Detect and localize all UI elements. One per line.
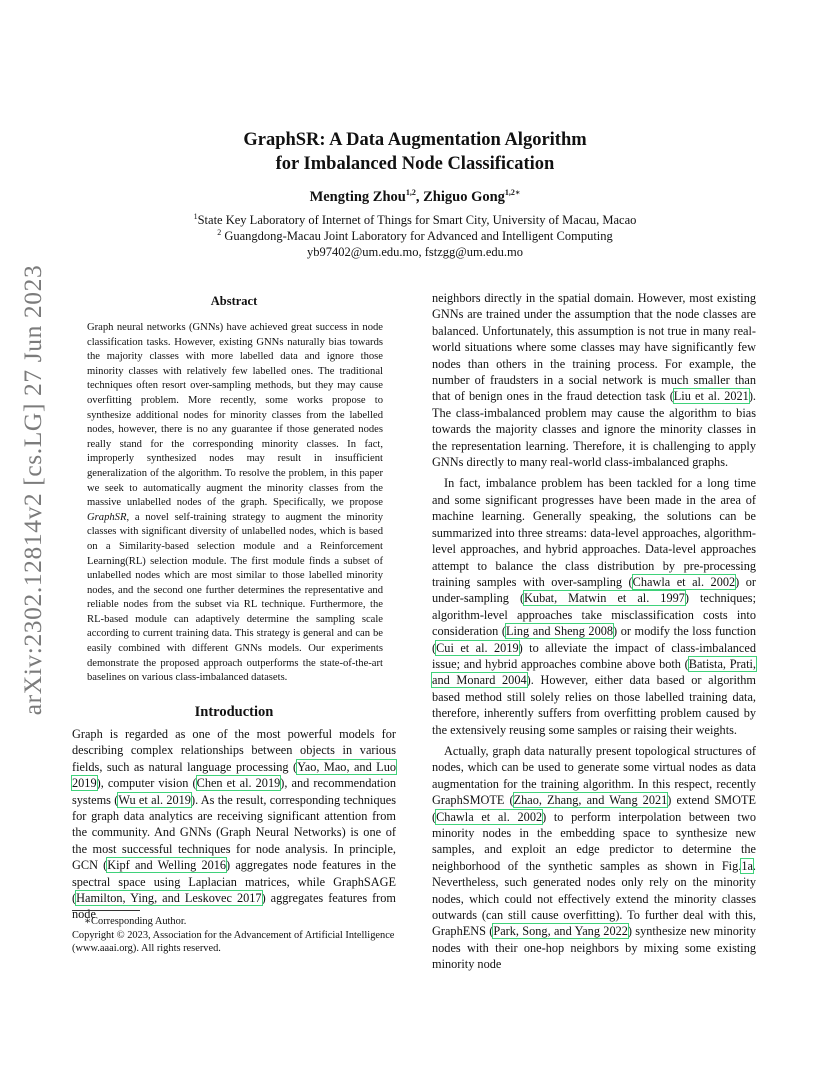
paragraph <box>432 290 756 470</box>
figure-reference-link[interactable]: 1a <box>741 858 753 873</box>
abstract-body <box>87 321 383 686</box>
citation-link[interactable]: Ling and Sheng 2008 <box>505 624 614 639</box>
introduction-body <box>72 726 396 923</box>
body-text: ) to perform interpolation between two minority nodes in the embedding space to synthesize new samples, and exploit an edge predictor to determine the neighborhood of the synthetic samples as shown in Fig. <box>432 809 757 873</box>
author-2: Zhiguo Gong <box>423 189 505 205</box>
citation-link[interactable]: Chawla et al. 2002 <box>436 809 543 824</box>
citation-link[interactable]: Chawla et al. 2002 <box>632 574 736 589</box>
introduction-heading: Introduction <box>194 704 274 720</box>
body-text: ) synthesize new minority nodes with their one-hop neighbors by mixing some existing minority node <box>432 924 756 972</box>
intro-text: ), computer vision ( <box>96 776 197 791</box>
intro-text: ), and recommendation systems ( <box>72 776 396 807</box>
arxiv-id-text: arXiv:2302.12814v2 [cs.LG] 27 Jun 2023 <box>18 264 47 716</box>
affiliations <box>110 212 720 260</box>
body-text: ). However, either data based or algorithm based method still solely relies on those labelled training data, therefore, inherently suffers from overfitting problem caused by the extensively reusing some samples or raising their weights. <box>432 673 756 737</box>
affiliation-2-text: Guangdong-Macau Joint Laboratory for Advanced and Intelligent Computing <box>221 229 613 243</box>
citation-link[interactable]: Kubat, Matwin et al. 1997 <box>524 591 685 606</box>
citation-link[interactable]: Cui et al. 2019 <box>436 640 519 655</box>
abstract-text-1: Graph neural networks (GNNs) have achieved great success in node classification tasks. However, existing GNNs naturally bias towards the majority classes with more labelled data and ignore those minority classes with relatively few labelled ones. The traditional techniques often resort over-sampling methods, but they may cause overfitting problem. More recently, some works propose to synthesize additional nodes for minority classes from the labelled nodes, however, there is no any guarantee if those generated nodes really stand for the corresponding minority classes. In fact, improperly synthesized nodes may result in insufficient generalization of the algorithm. To resolve the problem, in this paper we seek to automatically augment the minority classes from the massive unlabelled nodes of the graph. Specifically, we propose <box>87 322 383 509</box>
body-text: Actually, graph data naturally present topological structures of nodes, which can be used to generate some virtual nodes as data augmentation for the training algorithm. In this respect, recently GraphSMOTE ( <box>432 743 756 808</box>
body-text: ) extend SMOTE ( <box>432 793 757 824</box>
body-text: . Nevertheless, such generated nodes only rely on the minority nodes, which could not effectively extend the minority classes outwards (can still cause overfitting). To further deal with this, GraphENS ( <box>432 858 756 939</box>
abstract-text-2: , a novel self-training strategy to augment the minority classes with significant diversity of unlabelled nodes, which is based on a Similarity-based selection module and a Reinforcement Learning(RL) selection module. The first module finds a subset of unlabelled nodes which are most similar to those labelled minority nodes, and the second one further determines the representative and reliable nodes from the subset via RL technique. Furthermore, the RL-based module can adaptively determine the sampling scale according to current training data. This strategy is general and can be easily combined with different GNNs models. Our experiments demonstrate the proposed approach outperforms the state-of-the-art baselines on various class-imbalanced datasets. <box>87 511 383 684</box>
citation-link[interactable]: Park, Song, and Yang 2022 <box>493 924 628 939</box>
affiliation-2 <box>110 228 720 244</box>
intro-text: ) aggregates features from node <box>72 891 396 922</box>
affiliation-1-text: State Key Laboratory of Internet of Things for Smart City, University of Macau, Macao <box>197 213 637 227</box>
intro-text: Graph is regarded as one of the most powerful models for describing complex relationships between objects in various fields, such as natural language processing ( <box>72 727 396 774</box>
citation-link[interactable]: Kipf and Welling 2016 <box>107 858 227 873</box>
footnote-rule <box>72 910 140 911</box>
body-text: ) or modify the loss function ( <box>432 624 756 655</box>
citation-link[interactable]: Batista, Prati, and Monard 2004 <box>432 656 756 688</box>
intro-text: ). As the result, corresponding techniques for graph data analytics are receiving significant attention from the community. And GNNs (Graph Neural Networks) is one of the most successful techniques for node analysis. In principle, GCN ( <box>72 792 397 873</box>
author-emails: yb97402@um.edu.mo, fstzgg@um.edu.mo <box>306 245 524 259</box>
title-line-1: GraphSR: A Data Augmentation Algorithm <box>243 130 587 150</box>
citation-link[interactable]: Zhao, Zhang, and Wang 2021 <box>513 793 668 808</box>
body-text: ) techniques; algorithm-level approaches take misclassification costs into consideration ( <box>432 591 756 639</box>
citation-link[interactable]: Chen et al. 2019 <box>196 776 281 791</box>
body-text: neighbors directly in the spatial domain. However, most existing GNNs are trained under the assumption that the node classes are balanced. Unfortunately, this assumption is not true in many real-world situations where some classes may have significantly few nodes than others in the training process. For example, the number of fraudsters in a social network is much smaller than that of benign ones in the fraud detection task ( <box>432 291 756 404</box>
author-1: Mengting Zhou <box>309 189 406 205</box>
author-list <box>150 189 680 206</box>
paragraph <box>432 475 756 738</box>
copyright-notice: Copyright © 2023, Association for the Advancement of Artificial Intelligence (www.aaai.org). All rights reserved. <box>72 929 395 955</box>
citation-link[interactable]: Yao, Mao, and Luo 2019 <box>72 759 396 791</box>
citation-link[interactable]: Liu et al. 2021 <box>673 389 749 404</box>
body-text: ). The class-imbalanced problem may cause the algorithm to bias towards the majority classes and ignore the minority classes in the representation learning. Therefore, it is challenging to apply GNNs directly to many real-world class-imbalanced graphs. <box>432 389 756 470</box>
author-1-affil: 1,2 <box>405 188 416 198</box>
paper-title <box>150 128 680 176</box>
author-2-affil: 1,2∗ <box>504 188 521 198</box>
title-line-2: for Imbalanced Node Classification <box>275 154 555 174</box>
citation-link[interactable]: Wu et al. 2019 <box>118 792 191 807</box>
abstract-heading: Abstract <box>210 294 258 308</box>
affiliation-1-mark: 1 <box>193 211 198 221</box>
body-text: ) or under-sampling ( <box>432 574 757 606</box>
body-text: ) to alleviate the impact of class-imbalanced issue; and hybrid approaches combine above both ( <box>432 640 756 671</box>
citation-link[interactable]: Hamilton, Ying, and Leskovec 2017 <box>76 891 262 906</box>
intro-text: ) aggregates node features in the spectral space using Laplacian matrices, while GraphSAGE ( <box>72 858 396 906</box>
arxiv-side-stamp <box>14 264 52 716</box>
affiliation-1 <box>110 212 720 228</box>
corresponding-author-note: ∗Corresponding Author. <box>84 916 187 927</box>
paragraph <box>432 743 756 973</box>
body-text: In fact, imbalance problem has been tackled for a long time and some significant progresses have been made in the area of machine learning. Generally speaking, the solutions can be summarized into three streams: data-level approaches, algorithm-level approaches, and hybrid approaches. Data-level approaches attempt to balance the class distribution by pre-processing training samples with over-sampling ( <box>432 476 756 589</box>
abstract-method-name: GraphSR <box>87 511 127 523</box>
author-separator: , <box>415 189 424 205</box>
footnote <box>72 915 396 956</box>
right-column-body <box>432 290 756 973</box>
affiliation-2-mark: 2 <box>217 227 222 237</box>
